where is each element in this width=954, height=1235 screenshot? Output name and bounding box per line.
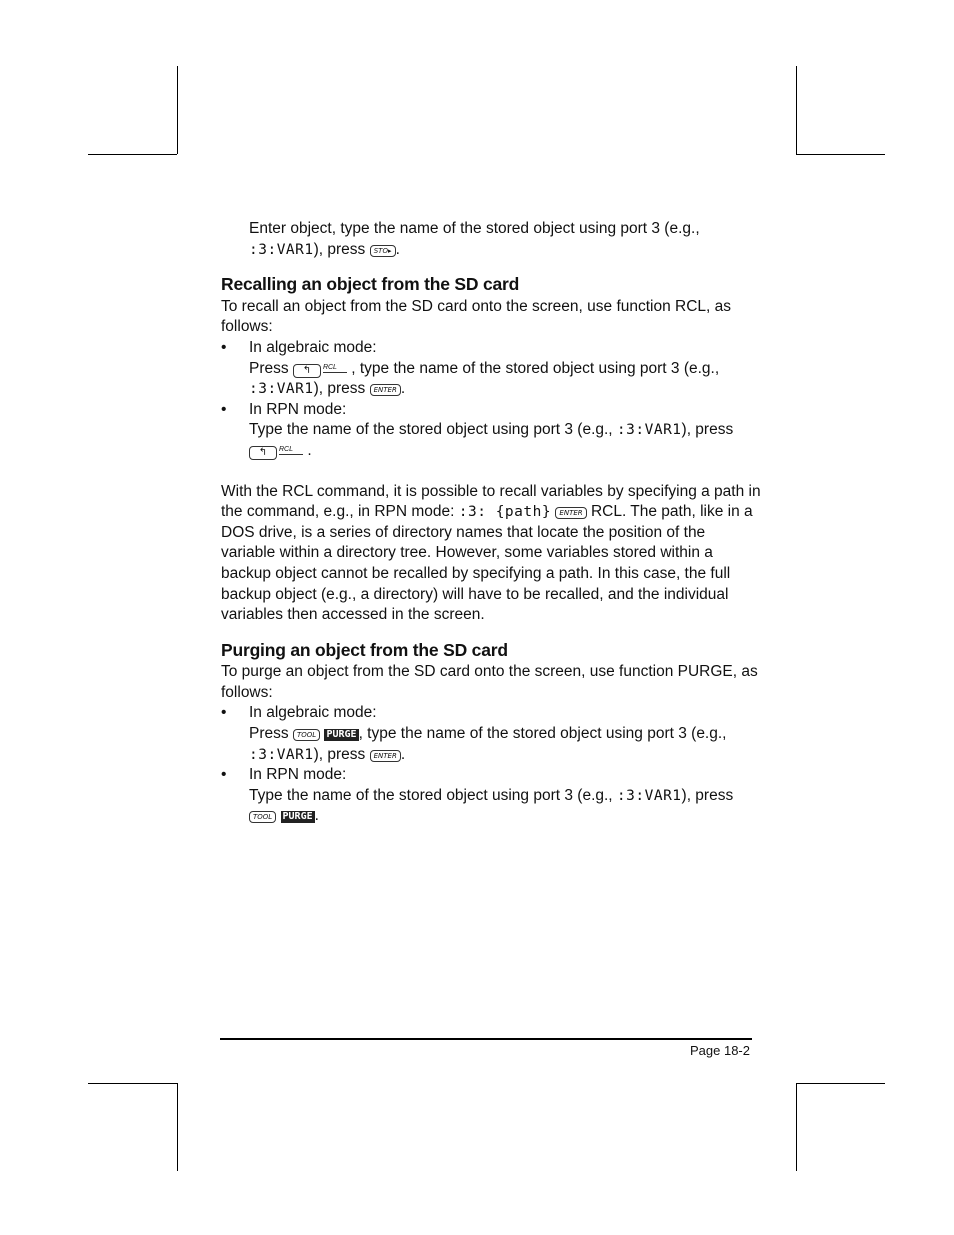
rcl-key-label: RCL [323,363,347,373]
tool-key-icon: TOOL [249,811,276,823]
calc-code: :3:VAR1 [616,787,682,804]
tool-key-icon: TOOL [293,729,320,741]
section-heading-recall: Recalling an object from the SD card [221,274,520,295]
crop-mark [88,1083,177,1084]
crop-mark [796,66,797,154]
bullet: • [221,400,227,418]
calc-code: :3:VAR1 [249,241,314,258]
crop-mark [796,1083,797,1171]
list-item: • In algebraic mode: Press TOOL PURGE , type the name of the stored object using port 3 (e.g., :3:VAR1), press ENTER . [221,704,727,763]
crop-mark [796,154,885,155]
list-item: • In RPN mode: Type the name of the stored object using port 3 (e.g., :3:VAR1), press ↰ RCL . [221,400,734,459]
bullet: • [221,338,227,356]
crop-mark [88,154,177,155]
left-shift-key-icon: ↰ [249,446,277,460]
enter-key-icon: ENTER [370,750,401,762]
intro-paragraph: Enter object, type the name of the stored object using port 3 (e.g., :3:VAR1), press STO▸ . [249,220,700,258]
crop-mark [177,1083,178,1171]
calc-code: :3:VAR1 [249,746,314,763]
rcl-key-label: RCL [279,445,303,455]
bullet: • [221,766,227,784]
left-shift-key-icon: ↰ [293,364,321,378]
section-heading-purge: Purging an object from the SD card [221,639,508,660]
list-item: • In RPN mode: Type the name of the stored object using port 3 (e.g., :3:VAR1), press TOOL PURGE . [221,766,734,825]
purge-softkey-icon: PURGE [282,811,313,823]
page-content [221,219,761,827]
crop-mark [796,1083,885,1084]
calc-code: :3:VAR1 [616,422,682,439]
enter-key-icon: ENTER [370,384,401,396]
purge-softkey-icon: PURGE [326,729,357,741]
recall-intro: To recall an object from the SD card onto the screen, use function RCL, as follows: [221,297,732,336]
calc-code: :3:VAR1 [249,381,314,398]
page-number: Page 18-2 [690,1043,750,1058]
bullet: • [221,704,227,722]
sto-key-icon: STO▸ [370,245,396,257]
path-paragraph: With the RCL command, it is possible to recall variables by specifying a path in the command, e.g., in RPN mode: :3: {path} ENTER RCL. The path, like in a DOS drive, is a series of directory names that locate the position of the variable within a directory tree. However, some variables stored within a backup object cannot be recalled by specifying a path. In this case, the full backup object (e.g., a directory) will have to be recalled, and the individual variables then accessed in the screen. [221,482,761,624]
purge-intro: To purge an object from the SD card onto the screen, use function PURGE, as follows: [221,663,758,701]
enter-key-icon: ENTER [555,507,586,519]
footer-rule [220,1038,752,1040]
list-item: • In algebraic mode: Press ↰ RCL , type the name of the stored object using port 3 (e.g., :3:VAR1), press ENTER . [221,338,720,398]
crop-mark [177,66,178,154]
calc-code: :3: {path} [458,504,552,521]
